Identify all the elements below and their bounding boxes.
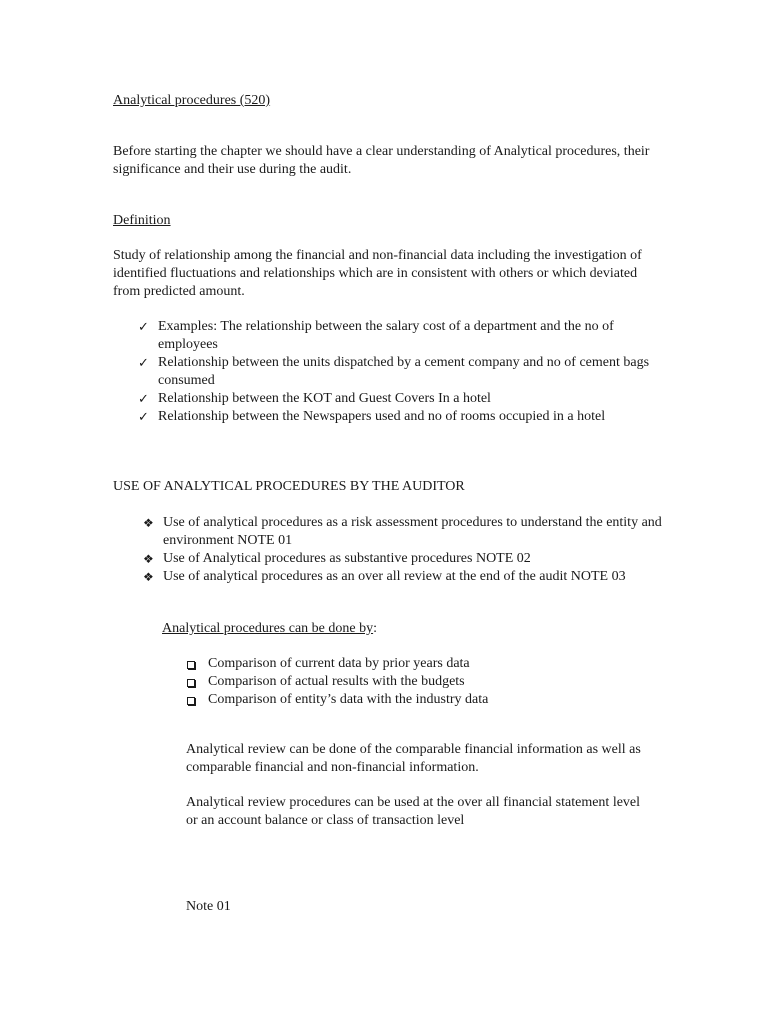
uses-list (143, 514, 683, 586)
definition-heading: Definition (113, 213, 171, 228)
comparison-list (187, 655, 627, 709)
use-text: Use of analytical procedures as a risk assessment procedures to understand the entity and environment NOTE 01 (163, 515, 662, 548)
checkmark-icon: ✓ (138, 319, 149, 334)
review-paragraph-1: Analytical review can be done of the comparable financial information as well as comparable financial and non-financial information. (186, 742, 641, 775)
list-item (138, 408, 658, 426)
subsection-heading (162, 620, 377, 638)
comparison-text: Comparison of actual results with the budgets (208, 674, 465, 689)
definition-paragraph: Study of relationship among the financial and non-financial data including the investigation of identified fluctuations and relationships which are in consistent with others or which deviated from predicted amount. (113, 248, 642, 299)
diamond-bullet-icon: ❖ (143, 570, 154, 584)
subsection-heading-colon: : (373, 621, 377, 636)
list-item (187, 655, 627, 673)
list-item (143, 550, 683, 568)
document-title: Analytical procedures (520) (113, 93, 271, 108)
checkmark-icon: ✓ (138, 409, 149, 424)
checkmark-icon: ✓ (138, 391, 149, 406)
section-heading: USE OF ANALYTICAL PROCEDURES BY THE AUDITOR (113, 479, 465, 494)
diamond-bullet-icon: ❖ (143, 516, 154, 530)
square-bullet-icon (187, 697, 195, 705)
checkmark-icon: ✓ (138, 355, 149, 370)
list-item (187, 673, 627, 691)
example-text: Relationship between the Newspapers used and no of rooms occupied in a hotel (158, 409, 606, 424)
comparison-text: Comparison of current data by prior years data (208, 656, 470, 671)
list-item (138, 318, 658, 354)
list-item (143, 568, 683, 586)
list-item (138, 354, 658, 390)
note-label: Note 01 (186, 899, 231, 914)
subsection-heading-text: Analytical procedures can be done by (162, 621, 374, 636)
intro-paragraph: Before starting the chapter we should have a clear understanding of Analytical procedures, their significance and their use during the audit. (113, 144, 650, 177)
list-item (138, 390, 658, 408)
use-text: Use of Analytical procedures as substantive procedures NOTE 02 (163, 551, 531, 566)
square-bullet-icon (187, 661, 195, 669)
example-text: Examples: The relationship between the salary cost of a department and the no of employees (158, 319, 614, 352)
use-text: Use of analytical procedures as an over all review at the end of the audit NOTE 03 (163, 569, 626, 584)
list-item (187, 691, 627, 709)
diamond-bullet-icon: ❖ (143, 552, 154, 566)
example-text: Relationship between the KOT and Guest Covers In a hotel (158, 391, 491, 406)
list-item (143, 514, 683, 550)
square-bullet-icon (187, 679, 195, 687)
examples-list (138, 318, 658, 426)
example-text: Relationship between the units dispatched by a cement company and no of cement bags consumed (158, 355, 650, 388)
review-paragraph-2: Analytical review procedures can be used at the over all financial statement level or an account balance or class of transaction level (186, 795, 641, 828)
comparison-text: Comparison of entity’s data with the industry data (208, 692, 489, 707)
